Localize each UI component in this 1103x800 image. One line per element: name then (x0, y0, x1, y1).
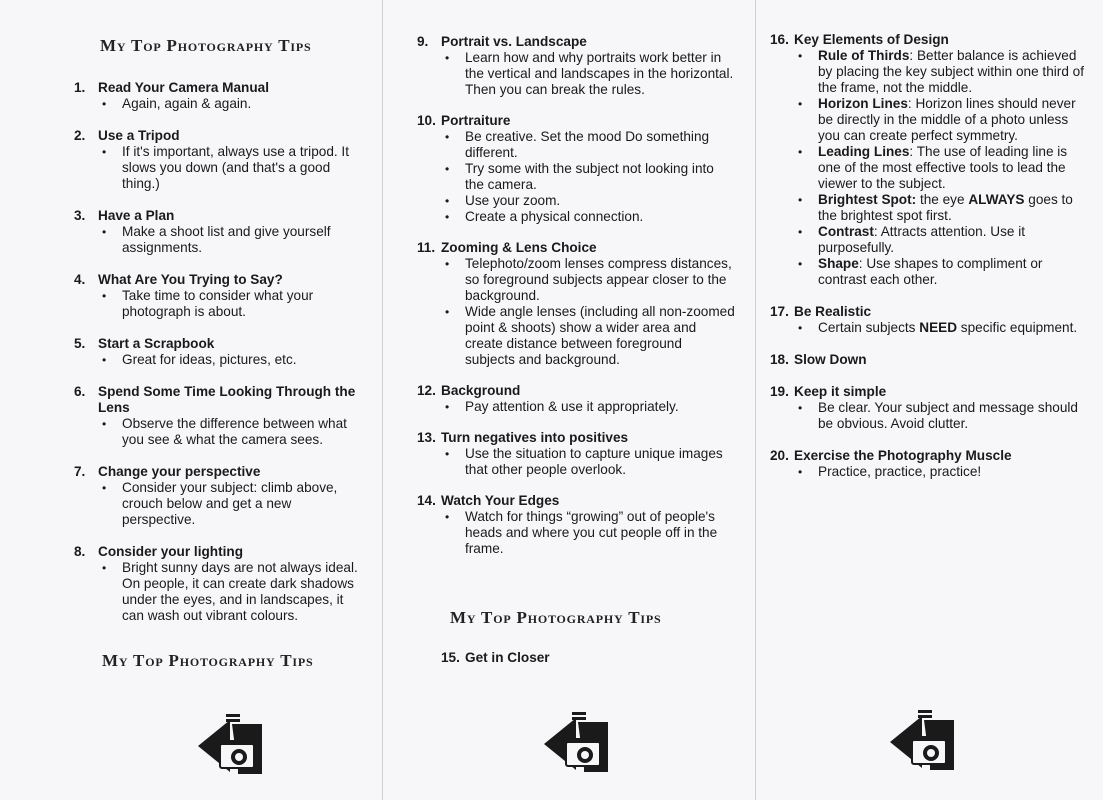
tip-bullet: • Observe the difference between what you see & what the camera sees. (122, 416, 364, 448)
tip-bullet: • If it's important, always use a tripod. It slows you down (and that's a good thing.) (122, 144, 364, 192)
tip-number: 17. (770, 304, 789, 319)
camera-logo-icon (542, 710, 614, 774)
tip-title: Consider your lighting (98, 544, 243, 559)
tip-bullets (794, 320, 1085, 336)
tip-bullets (794, 400, 1085, 432)
tip-item (417, 383, 735, 415)
tip-title: Get in Closer (465, 650, 550, 665)
tip-bullet: • Watch for things “growing” out of people's heads and where you cut people off in the frame. (465, 509, 735, 557)
bullet-text: Certain subjects (818, 320, 920, 335)
tip-bullets (98, 416, 364, 448)
tip-19 (770, 384, 1085, 432)
tip-bullets (98, 288, 364, 320)
tip-bullets (98, 224, 364, 256)
tip-bullet: • Take time to consider what your photograph is about. (122, 288, 364, 320)
tip-item (74, 384, 364, 448)
brochure-heading: My Top Photography Tips (100, 36, 312, 55)
tip-item (74, 80, 364, 112)
tip-number: 20. (770, 448, 789, 463)
design-element-bullet (818, 144, 1085, 192)
tips-list-9-14 (417, 34, 735, 557)
tip-title: Background (441, 383, 521, 398)
tip-bullet: • Be creative. Set the mood Do something different. (465, 129, 735, 161)
tip-16 (770, 32, 1085, 288)
tip-17 (770, 304, 1085, 336)
design-description: Horizon lines should never be directly in the middle of a photo unless you can create perfect symmetry. (818, 96, 1076, 143)
bullet-text: specific equipment. (957, 320, 1078, 335)
tip-bullet: • Learn how and why portraits work better in the vertical and landscapes in the horizontal. Then you can break the rules. (465, 50, 735, 98)
tip-title: Exercise the Photography Muscle (794, 448, 1012, 463)
tip-bullet (818, 320, 1085, 336)
tip-title: Watch Your Edges (441, 493, 560, 508)
tip-title: What Are You Trying to Say? (98, 272, 283, 287)
tip-title: Use a Tripod (98, 128, 180, 143)
tip-bullets (98, 480, 364, 528)
tip-item (74, 128, 364, 192)
tip-bullet: • Again, again & again. (122, 96, 364, 112)
panel-left (0, 0, 382, 800)
tip-title: Have a Plan (98, 208, 175, 223)
tip-number: 4. (74, 272, 86, 287)
design-element-bullet (818, 192, 1085, 224)
tip-title: Portrait vs. Landscape (441, 34, 587, 49)
tip-bullet: • Telephoto/zoom lenses compress distances, so foreground subjects appear closer to the background. (465, 256, 735, 304)
tip-title: Be Realistic (794, 304, 872, 319)
tip-15 (441, 650, 550, 666)
tip-item (74, 208, 364, 256)
tip-bullet: • Make a shoot list and give yourself assignments. (122, 224, 364, 256)
tip-number: 8. (74, 544, 86, 559)
tip-bullets (98, 352, 364, 368)
design-element-bullet (818, 256, 1085, 288)
tip-bullet: • Create a physical connection. (465, 209, 735, 225)
tip-item (74, 464, 364, 528)
tip-bullets (794, 464, 1085, 480)
camera-logo-icon (888, 708, 960, 772)
design-term: Rule of Thirds (818, 48, 910, 63)
tip-title: Keep it simple (794, 384, 887, 399)
tip-item (417, 113, 735, 225)
tip-number: 6. (74, 384, 86, 399)
tip-number: 10. (417, 113, 436, 128)
tip-number: 14. (417, 493, 436, 508)
tips-list-1-8 (74, 80, 364, 624)
tip-title: Slow Down (794, 352, 867, 367)
design-description: Use shapes to compliment or contrast each other. (818, 256, 1043, 287)
tip-bullet: • Great for ideas, pictures, etc. (122, 352, 364, 368)
design-term: Shape (818, 256, 859, 271)
design-element-bullet (818, 96, 1085, 144)
tip-title: Turn negatives into positives (441, 430, 629, 445)
camera-logo-icon (196, 712, 268, 776)
design-separator: : (909, 48, 917, 63)
tip-title: Start a Scrapbook (98, 336, 215, 351)
tip-number: 18. (770, 352, 789, 367)
panel-right (756, 0, 1103, 800)
tip-number: 12. (417, 383, 436, 398)
tip-bullet: • Wide angle lenses (including all non-zoomed point & shoots) show a wider area and create distance between foreground subjects and background. (465, 304, 735, 368)
tip-bullet: • Be clear. Your subject and message should be obvious. Avoid clutter. (818, 400, 1085, 432)
tip-item (417, 240, 735, 368)
tip-number: 16. (770, 32, 789, 47)
design-description: The use of leading line is one of the most effective tools to lead the viewer to the subject. (818, 144, 1068, 191)
tip-title: Zooming & Lens Choice (441, 240, 597, 255)
tip-bullets (441, 509, 735, 557)
bullet-emphasis: NEED (919, 320, 958, 335)
tip-item (417, 34, 735, 98)
design-description: Better balance is achieved by placing the key subject within one third of the frame, not the middle. (818, 48, 1084, 95)
tip-title: Change your perspective (98, 464, 261, 479)
design-term: Horizon Lines (818, 96, 908, 111)
tip-bullet: • Try some with the subject not looking into the camera. (465, 161, 735, 193)
tip-number: 9. (417, 34, 429, 49)
tip-number: 3. (74, 208, 86, 223)
design-description: the eye ALWAYS goes to the brightest spot first. (818, 192, 1073, 223)
tip-title: Key Elements of Design (794, 32, 949, 47)
brochure-heading-middle: My Top Photography Tips (450, 608, 662, 627)
tip-bullets (441, 256, 735, 368)
panel-middle (383, 0, 755, 800)
tip-bullet: • Pay attention & use it appropriately. (465, 399, 735, 415)
tip-18 (770, 352, 1085, 368)
tip-number: 5. (74, 336, 86, 351)
design-term: Leading Lines (818, 144, 910, 159)
tip-number: 15. (441, 650, 460, 665)
tip-bullets (441, 129, 735, 225)
tip-bullet: • Practice, practice, practice! (818, 464, 1085, 480)
tip-bullets (441, 399, 735, 415)
design-element-bullet (818, 224, 1085, 256)
tip-bullets (98, 560, 364, 624)
tip-number: 13. (417, 430, 436, 445)
tip-item (417, 430, 735, 478)
tip-item (74, 336, 364, 368)
tip-bullets (441, 446, 735, 478)
tip-bullet: • Use the situation to capture unique images that other people overlook. (465, 446, 735, 478)
tip-bullet: • Consider your subject: climb above, crouch below and get a new perspective. (122, 480, 364, 528)
tip-bullet: • Use your zoom. (465, 193, 735, 209)
design-element-bullet (818, 48, 1085, 96)
tip-number: 19. (770, 384, 789, 399)
design-elements-list (794, 48, 1085, 288)
design-term: Contrast (818, 224, 874, 239)
design-term: Brightest Spot: (818, 192, 917, 207)
tip-item (417, 493, 735, 557)
tip-number: 2. (74, 128, 86, 143)
tip-item (74, 544, 364, 624)
design-separator: : (909, 144, 917, 159)
tip-bullet: • Bright sunny days are not always ideal. On people, it can create dark shadows under the eyes, and in landscapes, it can wash out vibrant colours. (122, 560, 364, 624)
tip-bullets (98, 144, 364, 192)
tip-title: Portraiture (441, 113, 511, 128)
tip-item (74, 272, 364, 320)
tip-bullets (441, 50, 735, 98)
design-separator: : (907, 96, 916, 111)
brochure-footer-heading: My Top Photography Tips (102, 651, 314, 670)
tip-bullets (98, 96, 364, 112)
tip-title: Spend Some Time Looking Through the Lens (98, 384, 356, 415)
tip-20 (770, 448, 1085, 480)
tips-list-16-20 (770, 32, 1085, 480)
tip-number: 11. (417, 240, 436, 255)
design-separator: : (858, 256, 867, 271)
tip-number: 1. (74, 80, 86, 95)
tip-title: Read Your Camera Manual (98, 80, 269, 95)
design-description: Attracts attention. Use it purposefully. (818, 224, 1026, 255)
design-separator: : (873, 224, 881, 239)
tip-number: 7. (74, 464, 86, 479)
